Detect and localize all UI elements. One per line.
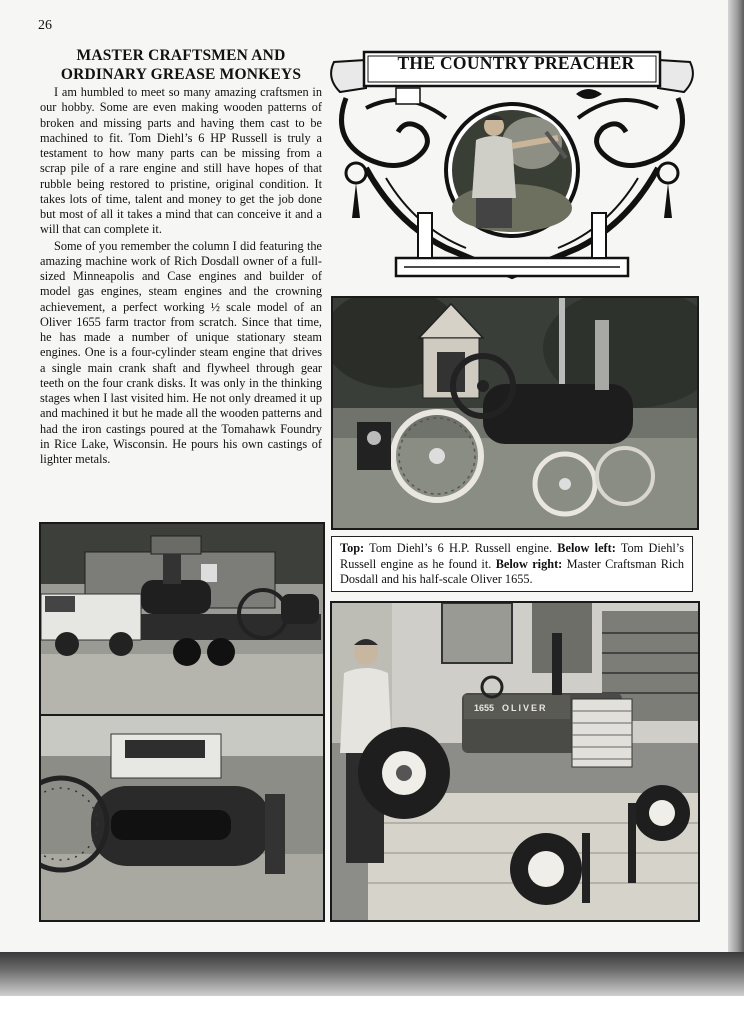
caption-below-right-label: Below right:: [495, 556, 563, 571]
page-edge-shadow: [728, 0, 744, 952]
caption-below-left-label: Below left:: [557, 541, 616, 555]
article-paragraph: Some of you remember the column I did featuring the amazing machine work of Rich Dosdall owner of a full-sized Minneapolis and Case engines and builder of model gas engines, steam engines and the crowning achievement, a perfect working ½ scale model of an Oliver 1655 farm tractor from scratch. Since that time, he has made a number of unique stationary steam engines. One is a four-cylinder steam engine that drives a single main crank shaft and flywheel through gear teeth on the four crank disks. It was only in the thinking stages when I last visited him. He not only dreamed it up and machined it but he made all the wooden patterns and had the iron castings poured at the Tomahawk Foundry in Rice Lake, Wisconsin. He pours his own castings of lighter metals.: [40, 238, 322, 466]
ornamental-scroll-frame: [326, 48, 698, 280]
article-title: [40, 46, 322, 84]
article-body: [40, 85, 322, 467]
article-title-line-1: MASTER CRAFTSMEN AND: [76, 47, 286, 64]
column-title: THE COUNTRY PREACHER: [397, 53, 635, 73]
article-title-line-2: ORDINARY GREASE MONKEYS: [60, 66, 302, 83]
caption-top-text: Tom Diehl’s 6 H.P. Russell engine.: [364, 541, 558, 555]
page-number: 26: [38, 18, 52, 33]
caption-top-label: Top:: [340, 541, 365, 555]
country-preacher-header: [326, 48, 698, 280]
scan-bottom-shadow: [0, 952, 744, 996]
photo-russell-engine-as-found: [39, 522, 325, 922]
caption-below-left-text: Tom Diehl’s Russell engine as he found it.: [340, 541, 684, 571]
article-paragraph: I am humbled to meet so many amazing craftsmen in our hobby. Some are even making wooden patterns of broken and missing parts and having them cast to be machined to fit. Tom Diehl’s 6 HP Russell is truly a testament to how many parts can be missing from a scrap pile of a rare engine and still have hopes of that rubble being restored to pristine, original condition. It takes lots of time, talent and money to get the job done but most of all it takes a mind that can conceive it and a will that can complete it.: [40, 85, 322, 237]
photo-caption: [331, 536, 693, 592]
photo-russell-engine-restored: [331, 296, 699, 530]
photo-oliver-1655-model: [330, 601, 700, 922]
caption-below-right-text: Master Craftsman Rich Dosdall and his half-scale Oliver 1655.: [340, 556, 684, 586]
tractor-model-label: 1655: [474, 703, 495, 713]
tractor-brand-label: OLIVER: [502, 703, 548, 713]
